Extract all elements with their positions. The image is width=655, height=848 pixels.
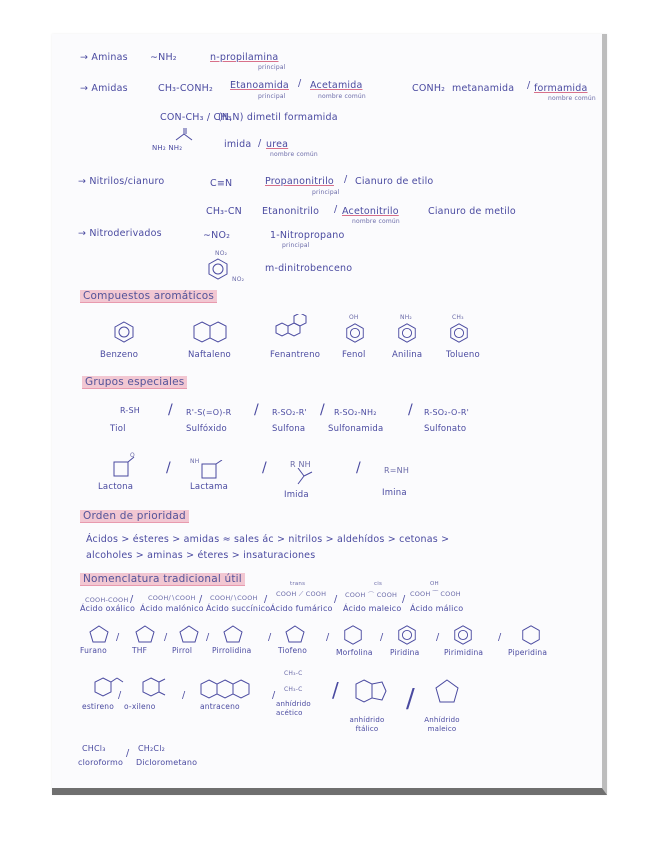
name-etanoamida: Etanoamida [230, 80, 289, 91]
label-tolueno: Tolueno [446, 350, 480, 360]
label-thf: THF [132, 646, 148, 655]
priority-line-1: Ácidos > ésteres > amidas ≈ sales ác > nitrilos > aldehídos > cetonas > [86, 534, 450, 545]
formula-acetamide: CH₃-CONH₂ [158, 83, 213, 94]
label-pirrol: Pirrol [172, 646, 193, 655]
label-antraceno: antraceno [200, 702, 240, 711]
morpholine-icon [342, 624, 364, 646]
piperidine-icon [520, 624, 542, 646]
note-principal-3: principal [312, 189, 340, 196]
note-oh: OH [430, 581, 439, 587]
label-pirimidina: Pirimidina [444, 648, 484, 657]
label-piperidina: Piperidina [508, 648, 548, 657]
label-oxileno: o-xileno [124, 702, 156, 711]
anthracene-icon [200, 678, 254, 700]
name-propylamine: n-propilamina [210, 52, 279, 63]
note-principal: principal [258, 64, 286, 71]
note-common-name-4: nombre común [352, 218, 400, 225]
lactone-o: O [130, 452, 135, 459]
dinitrobenzene-ring [206, 257, 230, 281]
heading-nomenclatura: Nomenclatura tradicional útil [80, 573, 245, 586]
label-furano: Furano [80, 646, 107, 655]
label-anhidrido-acetico: anhídrido acético [276, 700, 311, 717]
formula-urea: NH₂ NH₂ [152, 144, 183, 152]
phenanthrene-icon [268, 314, 308, 344]
label-sulfonamida: Sulfonamida [328, 424, 384, 434]
name-imida: imida [224, 139, 252, 150]
phenol-oh: OH [349, 314, 359, 321]
label-sulfona: Sulfona [272, 424, 306, 434]
name-metanamida: metanamida [452, 83, 515, 94]
formula-malico: COOH ⁀ COOH [410, 590, 461, 598]
maleic-anhydride-icon [430, 676, 464, 708]
label-malico: Ácido málico [410, 604, 464, 613]
label-pirrolidina: Pirrolidina [212, 646, 252, 655]
aniline-icon [396, 322, 418, 344]
label-anhidrido-maleico: Anhídrido maleico [424, 716, 460, 733]
pyrrole-icon [178, 624, 200, 644]
pyrrolidine-icon [222, 624, 244, 644]
label-estireno: estireno [82, 702, 115, 711]
formula-propylamine: ∼NH₂ [150, 52, 177, 63]
label-diclorometano: Diclorometano [136, 758, 198, 767]
label-morfolina: Morfolina [336, 648, 373, 657]
label-anilina: Anilina [392, 350, 423, 360]
label-tiofeno: Tiofeno [278, 646, 308, 655]
note-principal-4: principal [282, 242, 310, 249]
label-malonico: Ácido malónico [140, 604, 204, 613]
label-tiol: Tiol [110, 424, 126, 434]
label-imida: Imida [284, 490, 309, 500]
label-succinico: Ácido succínico [206, 604, 271, 613]
note-common-name: nombre común [318, 93, 366, 100]
imide-structure [296, 468, 316, 486]
lactam-ring [198, 460, 224, 482]
formula-chcl3: CHCl₃ [82, 744, 106, 753]
heading-aromaticos: Compuestos aromáticos [80, 290, 217, 303]
acetic-anhydride-bottom: CH₃-C [284, 686, 303, 693]
category-aminas: → Aminas [80, 52, 128, 63]
formula-dmf: CON-CH₃ / CH₃ [160, 112, 232, 123]
note-common-name-3: nombre común [270, 151, 318, 158]
heading-orden: Orden de prioridad [80, 510, 189, 523]
lactam-nh: NH [190, 458, 200, 465]
label-lactama: Lactama [190, 482, 229, 492]
formula-ch2cl2: CH₂Cl₂ [138, 744, 166, 753]
label-fenantreno: Fenantreno [270, 350, 321, 360]
lactone-ring [110, 456, 136, 480]
phenol-icon [344, 322, 366, 344]
formula-fumarico: COOH ⟋ COOH [276, 590, 327, 598]
note-common-name-2: nombre común [548, 95, 596, 102]
label-fenol: Fenol [342, 350, 366, 360]
benzene-icon [112, 320, 136, 344]
label-sulfonato: Sulfonato [424, 424, 467, 434]
name-acetonitrilo: Acetonitrilo [342, 206, 399, 217]
pyrimidine-icon [452, 624, 474, 646]
name-acetamida: Acetamida [310, 80, 363, 91]
thiophene-icon [284, 624, 306, 644]
note-trans: trans [290, 581, 306, 587]
formula-sulfona: R-SO₂-R' [272, 408, 307, 417]
name-urea: urea [266, 139, 289, 150]
name-cianuro-metilo: Cianuro de metilo [428, 206, 516, 217]
category-nitro: → Nitroderivados [78, 228, 162, 239]
name-dinitrobenceno: m-dinitrobenceno [265, 263, 353, 274]
acetic-anhydride-top: CH₃-C [284, 670, 303, 677]
label-cloroformo: cloroformo [78, 758, 124, 767]
name-formamida: formamida [534, 83, 588, 94]
category-amidas: → Amidas [80, 83, 128, 94]
aniline-nh2: NH₂ [400, 314, 413, 321]
label-benzeno: Benzeno [100, 350, 139, 360]
formula-formamide: CONH₂ [412, 83, 446, 94]
formula-nitropropane: ∼NO₂ [203, 230, 231, 241]
no2-bottom: NO₂ [232, 276, 245, 283]
thf-icon [134, 624, 156, 644]
pyridine-icon [396, 624, 418, 646]
name-dmf: (N,N) dimetil formamida [218, 112, 338, 123]
label-lactona: Lactona [98, 482, 134, 492]
toluene-ch3: CH₃ [452, 314, 464, 321]
formula-sulfonato: R-SO₂-O-R' [424, 408, 469, 417]
label-oxalico: Ácido oxálico [80, 604, 136, 613]
label-piridina: Piridina [390, 648, 420, 657]
formula-succinico: COOH∕∖COOH [210, 594, 258, 602]
label-sulfoxido: Sulfóxido [186, 424, 227, 434]
label-naftaleno: Naftaleno [188, 350, 231, 360]
label-anhidrido-ftalico: anhídrido ftálico [349, 716, 385, 733]
name-nitropropano: 1-Nitropropano [270, 230, 345, 241]
name-propanonitrilo: Propanonitrilo [265, 176, 334, 187]
formula-sulfonamida: R-SO₂-NH₂ [334, 408, 377, 417]
note-principal-2: principal [258, 93, 286, 100]
formula-malonico: COOH∕∖COOH [148, 594, 196, 602]
formula-acetonitrile: CH₃-CN [206, 206, 242, 217]
label-imina: Imina [382, 488, 407, 498]
note-cis: cis [374, 581, 383, 587]
formula-propionitrile: C≡N [210, 178, 233, 189]
formula-maleico: COOH ⌒ COOH [345, 591, 398, 599]
no2-top: NO₂ [215, 250, 228, 257]
imide-formula: R NH [290, 460, 311, 469]
priority-line-2: alcoholes > aminas > éteres > insaturaciones [86, 550, 316, 561]
label-maleico: Ácido maleico [343, 604, 402, 613]
toluene-icon [448, 322, 470, 344]
naphthalene-icon [192, 320, 228, 344]
name-cianuro-etilo: Cianuro de etilo [355, 176, 434, 187]
imine-formula: R=NH [384, 466, 410, 475]
urea-structure [172, 128, 196, 144]
formula-oxalico: COOH-COOH [85, 596, 129, 604]
label-fumarico: Ácido fumárico [270, 604, 333, 613]
name-etanonitrilo: Etanonitrilo [262, 206, 320, 217]
category-nitrilos: → Nitrilos/cianuro [78, 176, 165, 187]
oxylene-icon [140, 676, 168, 698]
phthalic-anhydride-icon [354, 676, 394, 710]
formula-tiol: R-SH [120, 406, 141, 415]
formula-sulfoxido: R'-S(=O)-R [186, 408, 232, 417]
furan-icon [88, 624, 110, 644]
heading-grupos: Grupos especiales [82, 376, 187, 389]
